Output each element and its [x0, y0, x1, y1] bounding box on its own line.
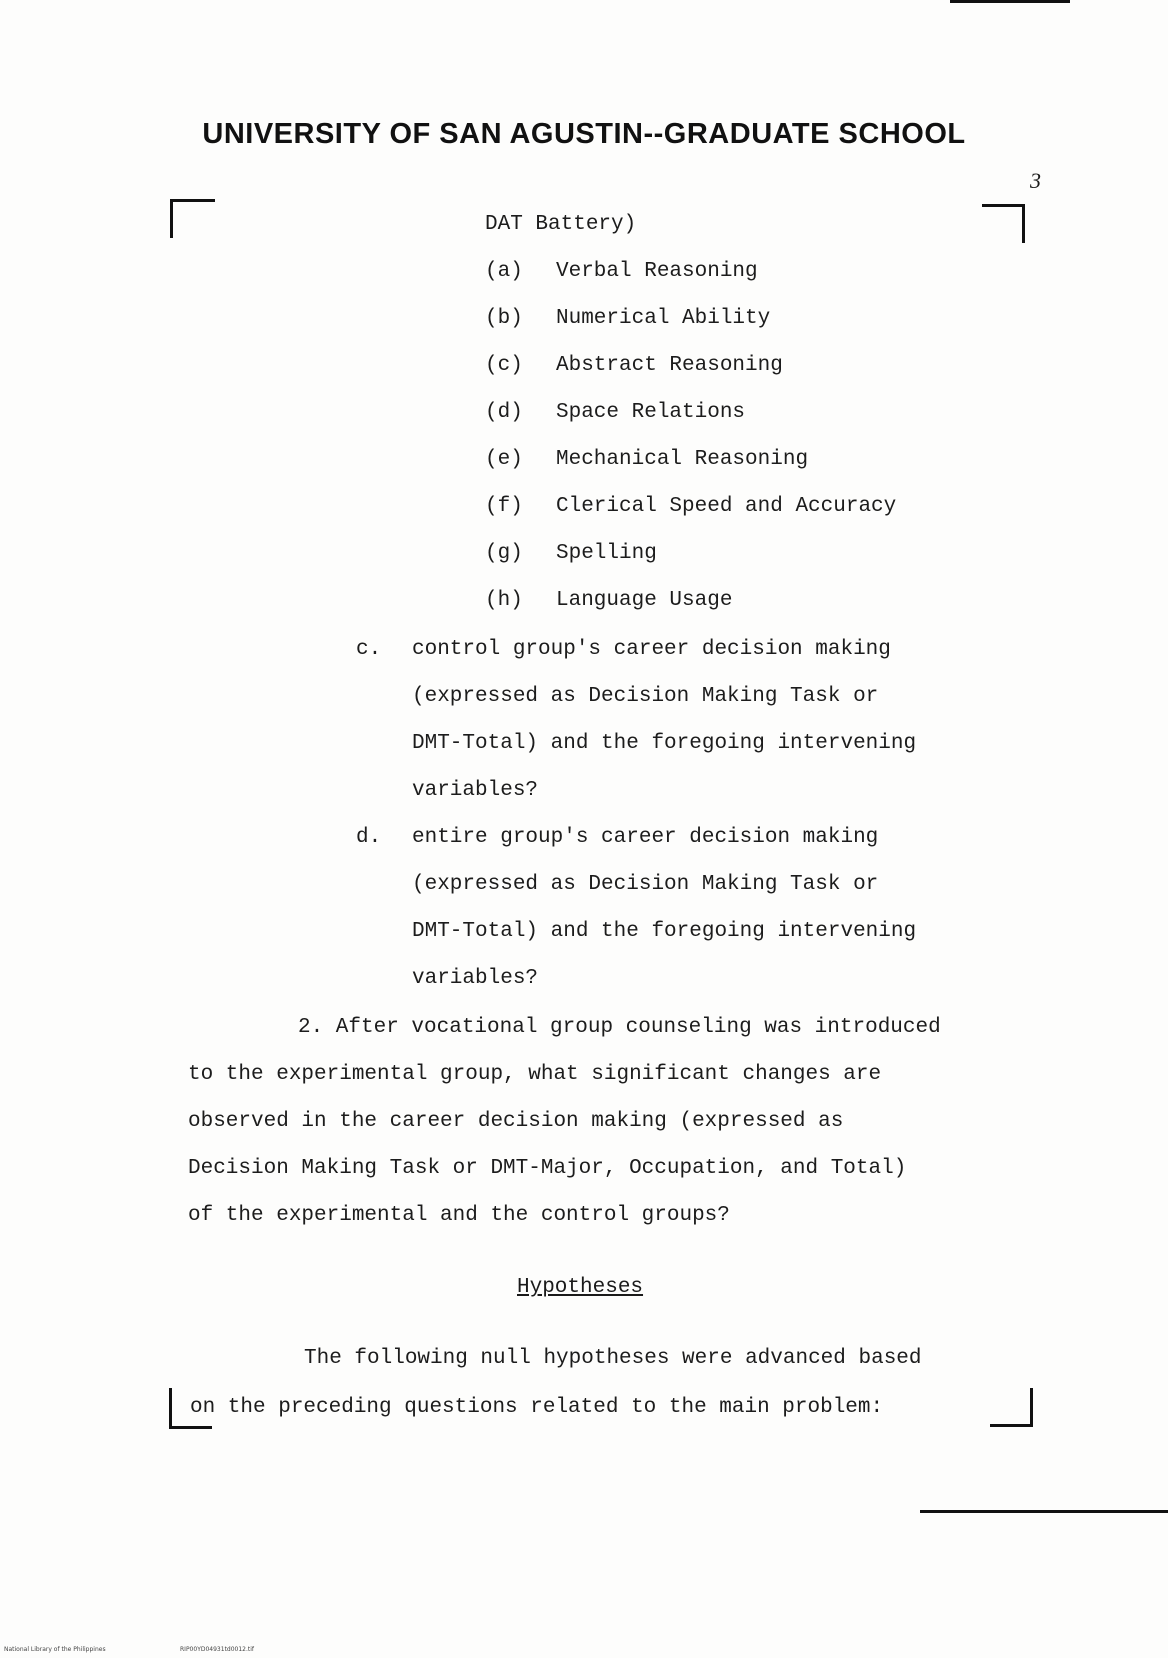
hypotheses-para-line: The following null hypotheses were advanced based	[304, 1347, 922, 1370]
question-2-line: to the experimental group, what significant changes are	[188, 1063, 882, 1086]
list-item-marker: (e)	[485, 448, 523, 471]
footer-filename: RIP00YD04931td0012.tif	[180, 1646, 255, 1653]
top-right-corner-mark	[982, 204, 1025, 243]
list-item-text: Spelling	[556, 542, 657, 565]
list-item-marker: (g)	[485, 542, 523, 565]
list-item-marker: (a)	[485, 260, 523, 283]
list-item-marker: (b)	[485, 307, 523, 330]
list-item-marker: (c)	[485, 354, 523, 377]
bottom-right-corner-mark	[990, 1388, 1033, 1427]
top-edge-rule	[950, 0, 1070, 3]
item-d-line: entire group's career decision making	[412, 826, 879, 849]
item-d-line: variables?	[412, 967, 539, 990]
list-item-text: Abstract Reasoning	[556, 354, 783, 377]
question-2-line: Decision Making Task or DMT-Major, Occupation, and Total)	[188, 1157, 907, 1180]
list-item-text: Language Usage	[556, 589, 733, 612]
item-c-line: variables?	[412, 779, 539, 802]
hypotheses-heading: Hypotheses	[517, 1276, 644, 1299]
list-item-marker: (h)	[485, 589, 523, 612]
list-item-text: Clerical Speed and Accuracy	[556, 495, 897, 518]
list-item-text: Mechanical Reasoning	[556, 448, 809, 471]
list-item-marker: (f)	[485, 495, 523, 518]
list-item-marker: (d)	[485, 401, 523, 424]
item-c-line: DMT-Total) and the foregoing intervening	[412, 732, 917, 755]
page-title: UNIVERSITY OF SAN AGUSTIN--GRADUATE SCHOOL	[202, 118, 966, 150]
question-2-line: of the experimental and the control groups?	[188, 1204, 730, 1227]
footer-source: National Library of the Philippines	[4, 1646, 106, 1653]
item-d-line: (expressed as Decision Making Task or	[412, 873, 879, 896]
bottom-edge-rule	[920, 1510, 1168, 1513]
top-left-corner-mark	[170, 199, 215, 238]
list-item-text: Verbal Reasoning	[556, 260, 758, 283]
question-2-line: 2. After vocational group counseling was introduced	[298, 1016, 941, 1039]
question-2-line: observed in the career decision making (expressed as	[188, 1110, 844, 1133]
dat-intro: DAT Battery)	[485, 213, 637, 236]
item-d-marker: d.	[356, 826, 382, 849]
item-c-line: control group's career decision making	[412, 638, 891, 661]
item-c-marker: c.	[356, 638, 382, 661]
item-d-line: DMT-Total) and the foregoing intervening	[412, 920, 917, 943]
hypotheses-para-line: on the preceding questions related to the main problem:	[190, 1396, 884, 1419]
list-item-text: Space Relations	[556, 401, 746, 424]
item-c-line: (expressed as Decision Making Task or	[412, 685, 879, 708]
list-item-text: Numerical Ability	[556, 307, 771, 330]
page-number: 3	[1030, 168, 1041, 193]
